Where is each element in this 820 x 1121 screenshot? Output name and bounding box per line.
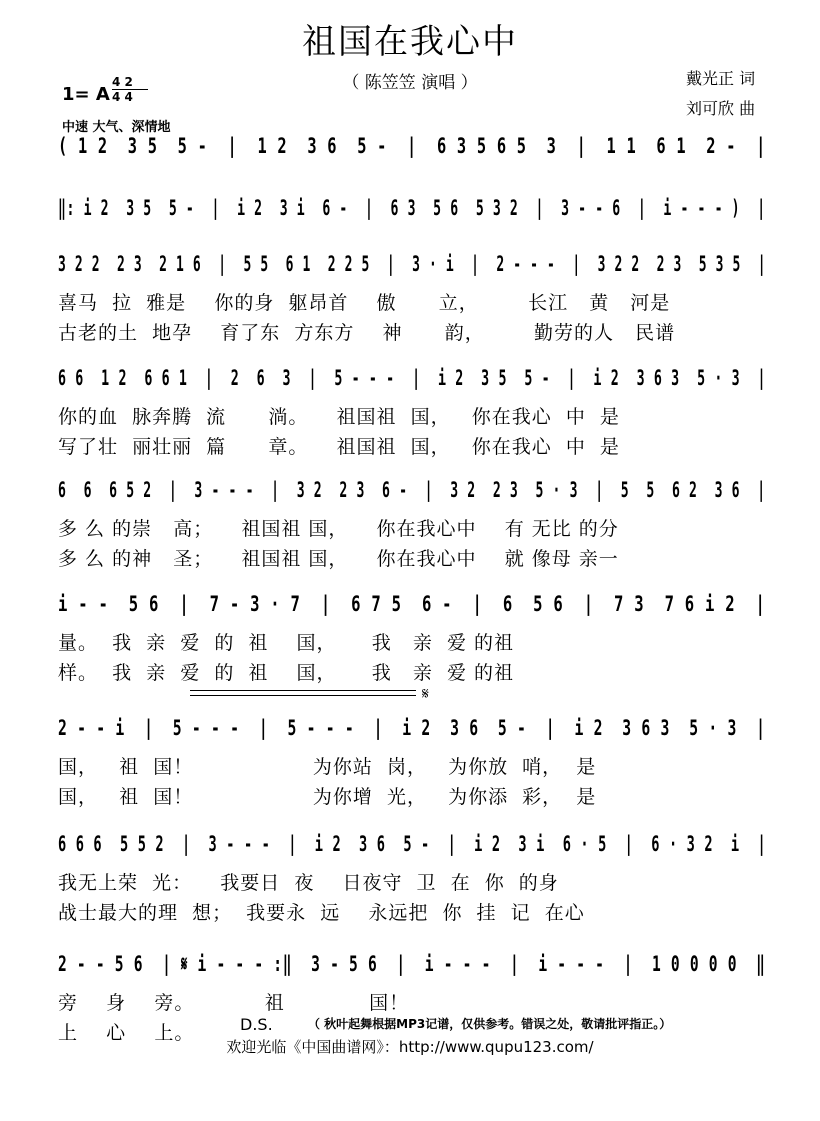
lyricist-credit: 戴光正 词 xyxy=(686,69,756,88)
time-signature-top: 4 2 xyxy=(112,75,133,89)
key-signature: 1= A xyxy=(62,84,110,105)
notation-line: 6 6 6 5 2 | 3 - - - | 3 2 2 3 6 - | 3 2 2 3 5 · 3 | 5 5 6 2 3 6 | xyxy=(58,478,766,502)
lyric-line: 国， 祖 国！ 为你增 光， 为你添 彩， 是 xyxy=(58,786,597,808)
tempo-marking: 中速 大气、深情地 xyxy=(62,120,171,135)
time-signature-bottom: 4 4 xyxy=(112,90,133,104)
notation-line: 6 6 1 2 6 6 1 | 2 6 3 | 5 - - - | i 2 3 5 5 - | i 2 3 6 3 5 · 3 | xyxy=(58,366,767,390)
lyric-line: 国， 祖 国！ 为你站 岗， 为你放 哨， 是 xyxy=(58,756,597,778)
lyric-line: 样。 我 亲 爱 的 祖 国， 我 亲 爱 的祖 xyxy=(58,662,514,684)
lyric-line: 战士最大的理 想； 我要永 远 永远把 你 挂 记 在心 xyxy=(58,902,585,924)
segno-sign: 𝄋 xyxy=(422,684,429,703)
page-title: 祖国在我心中 xyxy=(302,22,518,62)
lyric-line: 喜马 拉 雅是 你的身 躯昂首 傲 立， 长江 黄 河是 xyxy=(58,292,671,314)
lyric-line: 我无上荣 光： 我要日 夜 日夜守 卫 在 你 的身 xyxy=(58,872,559,894)
ds-bracket-line-bottom xyxy=(190,695,416,696)
notation-line: i - - 5 6 | 7 - 3 · 7 | 6 7 5 6 - | 6 5 6 | 7 3 7 6 i 2 | xyxy=(58,592,766,616)
composer-credit: 刘可欣 曲 xyxy=(686,99,756,118)
notation-line: ( 1 2 3 5 5 - | 1 2 3 6 5 - | 6 3 5 6 5 3 | 1 1 6 1 2 - | xyxy=(58,134,767,158)
notation-line: 2 - - i | 5 - - - | 5 - - - | i 2 3 6 5 - | i 2 3 6 3 5 · 3 | xyxy=(58,716,766,740)
time-signature xyxy=(112,76,148,103)
ds-bracket-line-top xyxy=(190,690,416,691)
lyric-line: 写了壮 丽壮丽 篇 章。 祖国祖 国， 你在我心 中 是 xyxy=(58,436,620,458)
lyric-line: 你的血 脉奔腾 流 淌。 祖国祖 国， 你在我心 中 是 xyxy=(58,406,620,428)
website-link[interactable]: 欢迎光临《中国曲谱网》：http://www.qupu123.com/ xyxy=(226,1038,594,1056)
ds-marking: D.S. xyxy=(240,1015,273,1034)
lyric-line: 旁 身 旁。 祖 国！ xyxy=(58,992,410,1014)
transcription-note: （ 秋叶起舞根据MP3记谱，仅供参考。错误之处，敬请批评指正。） xyxy=(308,1017,672,1031)
notation-line: 3 2 2 2 3 2 1 6 | 5 5 6 1 2 2 5 | 3 · i | 2 - - - | 3 2 2 2 3 5 3 5 | xyxy=(58,252,767,276)
notation-line: 6 6 6 5 5 2 | 3 - - - | i 2 3 6 5 - | i 2 3 i 6 · 5 | 6 · 3 2 i | xyxy=(58,832,767,856)
notation-line: 2 - - 5 6 | 𝄋 i - - - :‖ 3 - 5 6 | i - - - | i - - - | 1 0 0 0 0 ‖ xyxy=(58,952,766,976)
lyric-line: 上 心 上。 xyxy=(58,1022,195,1044)
lyric-line: 古老的土 地孕 育了东 方东方 神 韵， 勤劳的人 民谱 xyxy=(58,322,676,344)
lyric-line: 多 么 的神 圣； 祖国祖 国， 你在我心中 就 像母 亲一 xyxy=(58,548,619,570)
lyric-line: 量。 我 亲 爱 的 祖 国， 我 亲 爱 的祖 xyxy=(58,632,514,654)
lyric-line: 多 么 的崇 高； 祖国祖 国， 你在我心中 有 无比 的分 xyxy=(58,518,619,540)
notation-line: ‖: i 2 3 5 5 - | i 2 3 i 6 - | 6 3 5 6 5 3 2 | 3 - - 6 | i - - - ) | xyxy=(58,196,766,220)
singer-credit: （ 陈笠笠 演唱 ） xyxy=(342,73,478,93)
